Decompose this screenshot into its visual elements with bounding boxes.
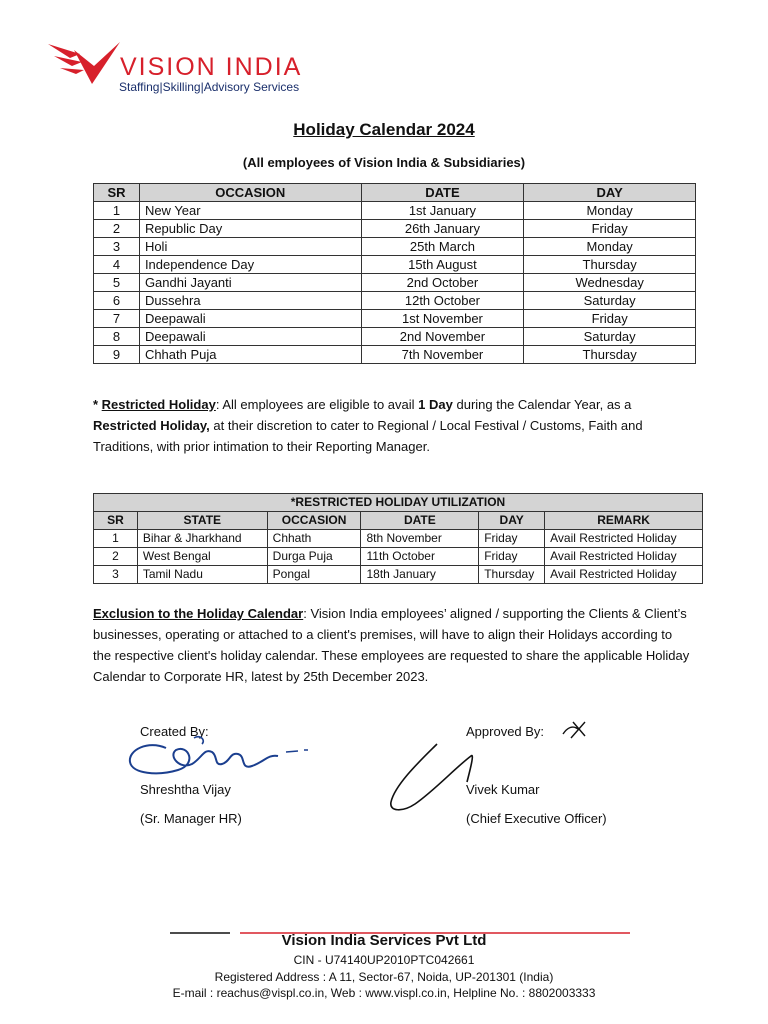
table-cell: Thursday: [524, 256, 696, 274]
table-cell: Avail Restricted Holiday: [545, 548, 703, 566]
table-header-row: [94, 184, 696, 202]
header-date: DATE: [361, 512, 479, 530]
table-cell: West Bengal: [137, 548, 267, 566]
header-occasion: OCCASION: [139, 184, 361, 202]
table-cell: 9: [94, 346, 140, 364]
table-cell: 25th March: [361, 238, 524, 256]
table-cell: 2: [94, 220, 140, 238]
table-cell: 1st November: [361, 310, 524, 328]
footer-address: Registered Address : A 11, Sector-67, Noida, UP-201301 (India): [214, 970, 554, 984]
document-title: Holiday Calendar 2024: [293, 120, 475, 139]
footer-contact: E-mail : reachus@vispl.co.in, Web : www.vispl.co.in, Helpline No. : 8802003333: [172, 986, 596, 1000]
table-row: [94, 530, 703, 548]
note-bold-1: 1 Day: [418, 397, 453, 412]
table-cell: 12th October: [361, 292, 524, 310]
table-cell: Republic Day: [139, 220, 361, 238]
note-bold-2: Restricted Holiday,: [93, 418, 210, 433]
header-day: DAY: [524, 184, 696, 202]
table-cell: Wednesday: [524, 274, 696, 292]
table-cell: 4: [94, 256, 140, 274]
table-cell: Friday: [479, 548, 545, 566]
created-by-role: (Sr. Manager HR): [140, 811, 242, 826]
table-cell: 7: [94, 310, 140, 328]
brand-name: VISION INDIA: [120, 53, 303, 81]
table-cell: 5: [94, 274, 140, 292]
table-cell: Saturday: [524, 328, 696, 346]
table-cell: Tamil Nadu: [137, 566, 267, 584]
table-cell: 26th January: [361, 220, 524, 238]
header-sr: SR: [94, 512, 138, 530]
table-cell: Thursday: [524, 346, 696, 364]
table-cell: Pongal: [267, 566, 361, 584]
table-cell: Monday: [524, 202, 696, 220]
table-row: [94, 274, 696, 292]
restricted-holiday-table: [93, 493, 703, 584]
approved-by-role: (Chief Executive Officer): [466, 811, 607, 826]
table-cell: Independence Day: [139, 256, 361, 274]
table-cell: Deepawali: [139, 310, 361, 328]
table-cell: Friday: [479, 530, 545, 548]
table-cell: 6: [94, 292, 140, 310]
table-cell: 1st January: [361, 202, 524, 220]
header-date: DATE: [361, 184, 524, 202]
table-cell: Durga Puja: [267, 548, 361, 566]
table-cell: Avail Restricted Holiday: [545, 566, 703, 584]
table-cell: 2: [94, 548, 138, 566]
approved-by-name: Vivek Kumar: [466, 782, 540, 797]
table-cell: 1: [94, 530, 138, 548]
exclusion-note: [93, 603, 693, 687]
table-header-row: [94, 512, 703, 530]
brand-tagline: Staffing|Skilling|Advisory Services: [119, 80, 300, 94]
table-cell: Friday: [524, 220, 696, 238]
header-state: STATE: [137, 512, 267, 530]
table-cell: 8th November: [361, 530, 479, 548]
restricted-holiday-note: [93, 394, 693, 457]
header-sr: SR: [94, 184, 140, 202]
table-cell: Deepawali: [139, 328, 361, 346]
footer-cin: CIN - U74140UP2010PTC042661: [293, 953, 475, 967]
note-text-3: at their discretion to cater to Regional / Local Festival / Customs, Faith and Traditions, with prior intimation to their Reporting Manager.: [93, 418, 643, 454]
table-row: [94, 256, 696, 274]
table-cell: 1: [94, 202, 140, 220]
table-cell: 11th October: [361, 548, 479, 566]
table-cell: 18th January: [361, 566, 479, 584]
table-row: [94, 310, 696, 328]
header-day: DAY: [479, 512, 545, 530]
table-cell: Bihar & Jharkhand: [137, 530, 267, 548]
note-text-2: during the Calendar Year, as a: [452, 397, 632, 412]
restricted-holiday-heading: Restricted Holiday: [101, 397, 216, 412]
table-cell: Friday: [524, 310, 696, 328]
table-cell: 3: [94, 566, 138, 584]
table-cell: 2nd November: [361, 328, 524, 346]
exclusion-text: : Vision India employees’ aligned / supporting the Clients & Client’s businesses, operating or attached to a client's premises, will have to align their Holidays according to the respective client's holiday calendar. These employees are requested to share the applicable Holiday Calendar to Corporate HR, latest by 25th December 2023.: [93, 606, 690, 684]
note-text-1: : All employees are eligible to avail: [215, 397, 419, 412]
header-occasion: OCCASION: [267, 512, 361, 530]
table-cell: New Year: [139, 202, 361, 220]
table-cell: Thursday: [479, 566, 545, 584]
restricted-table-caption: *RESTRICTED HOLIDAY UTILIZATION: [94, 494, 703, 512]
table-row: [94, 238, 696, 256]
table-cell: Dussehra: [139, 292, 361, 310]
table-cell: Holi: [139, 238, 361, 256]
table-row: [94, 220, 696, 238]
table-cell: Chhath Puja: [139, 346, 361, 364]
table-cell: 7th November: [361, 346, 524, 364]
document-subtitle: (All employees of Vision India & Subsidiaries): [242, 155, 526, 170]
table-cell: 8: [94, 328, 140, 346]
table-row: [94, 292, 696, 310]
table-cell: Saturday: [524, 292, 696, 310]
table-row: [94, 548, 703, 566]
footer-company-name: Vision India Services Pvt Ltd: [281, 932, 487, 949]
table-row: [94, 566, 703, 584]
table-cell: Gandhi Jayanti: [139, 274, 361, 292]
header-remark: REMARK: [545, 512, 703, 530]
signature-vivek-kumar: [385, 712, 615, 827]
table-row: [94, 328, 696, 346]
winged-v-logo-icon: [44, 40, 122, 91]
table-row: [94, 346, 696, 364]
created-by-label: Created By:: [140, 724, 209, 739]
table-row: [94, 202, 696, 220]
exclusion-heading: Exclusion to the Holiday Calendar: [93, 606, 304, 621]
table-cell: Chhath: [267, 530, 361, 548]
holiday-table: [93, 183, 696, 364]
table-cell: 15th August: [361, 256, 524, 274]
table-cell: Monday: [524, 238, 696, 256]
table-cell: Avail Restricted Holiday: [545, 530, 703, 548]
table-cell: 2nd October: [361, 274, 524, 292]
table-cell: 3: [94, 238, 140, 256]
approved-by-label: Approved By:: [466, 724, 545, 739]
note-star: *: [93, 397, 102, 412]
created-by-name: Shreshtha Vijay: [140, 782, 231, 797]
